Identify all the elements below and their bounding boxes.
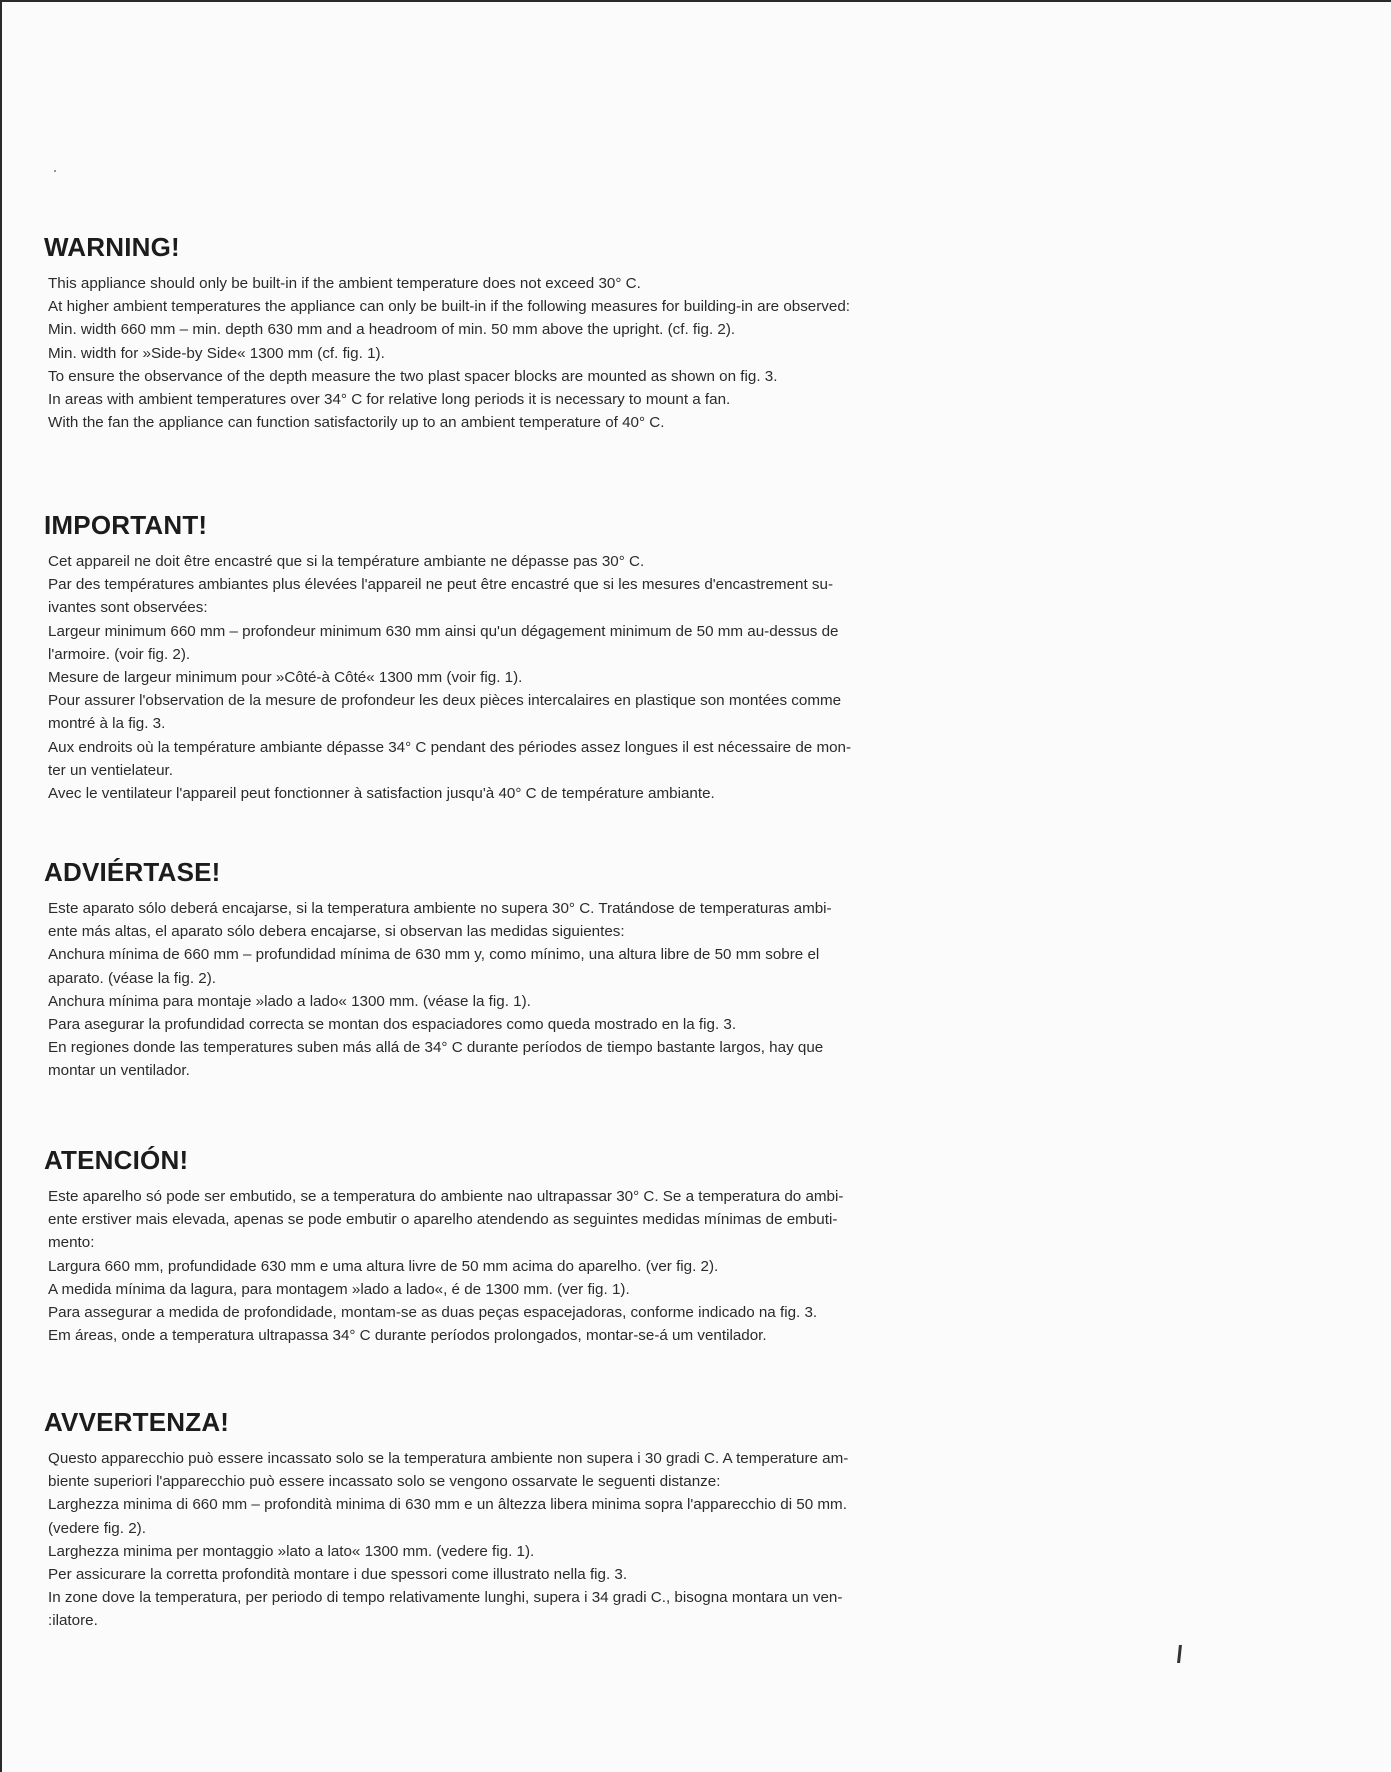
text-line: This appliance should only be built-in if the ambient temperature does not exceed 30° C.	[48, 275, 641, 292]
section-body	[48, 550, 1144, 805]
text-line: In areas with ambient temperatures over 34° C for relative long periods it is necessary to mount a fan.	[48, 391, 731, 409]
text-line: Aux endroits où la température ambiante dépasse 34° C pendant des périodes assez longues il est nécessaire de mon-	[48, 738, 852, 756]
text-line: (vedere fig. 2).	[48, 1519, 146, 1537]
text-line: Per assicurare la corretta profondità montare i due spessori come illustrato nella fig. 3.	[48, 1566, 628, 1584]
text-line: At higher ambient temperatures the appliance can only be built-in if the following measures for building-in are observed:	[48, 298, 851, 316]
text-line: Este aparelho só pode ser embutido, se a temperatura do ambiente nao ultrapassar 30° C. Se a temperatura do ambi-	[48, 1188, 844, 1205]
section-heading: WARNING!	[44, 232, 180, 262]
text-line: With the fan the appliance can function satisfactorily up to an ambient temperature of 40° C.	[48, 414, 665, 432]
text-line: aparato. (véase la fig. 2).	[48, 969, 216, 987]
section-important	[44, 510, 1144, 805]
text-line: Para asegurar la profundidad correcta se montan dos espaciadores como queda mostrado en la fig. 3.	[48, 1016, 737, 1034]
text-line: Anchura mínima para montaje »lado a lado« 1300 mm. (véase la fig. 1).	[48, 992, 531, 1010]
text-line: Pour assurer l'observation de la mesure de profondeur les deux pièces intercalaires en plastique son montées comme	[48, 692, 842, 710]
text-line: En regiones donde las temperatures suben más allá de 34° C durante períodos de tiempo bastante largos, hay que	[48, 1039, 824, 1057]
text-line: ente erstiver mais elevada, apenas se pode embutir o aparelho atendendo as seguintes medidas mínimas de embuti-	[48, 1211, 838, 1229]
text-line: ente más altas, el aparato sólo debera encajarse, si observan las medidas siguientes:	[48, 923, 625, 941]
text-line: Este aparato sólo deberá encajarse, si la temperatura ambiente no supera 30° C. Tratándose de temperaturas ambi-	[48, 900, 832, 917]
section-body	[48, 897, 1144, 1083]
text-line: :ilatore.	[48, 1612, 98, 1630]
section-body	[48, 1447, 1144, 1633]
text-line: montré à la fig. 3.	[48, 715, 166, 733]
text-line: ivantes sont observées:	[48, 599, 208, 617]
section-heading: ATENCIÓN!	[44, 1145, 189, 1175]
text-line: ter un ventielateur.	[48, 761, 173, 779]
text-line: Par des températures ambiantes plus élevées l'appareil ne peut être encastré que si les mesures d'encastrement su-	[48, 576, 833, 594]
section-adviertase	[44, 857, 1144, 1083]
section-body	[48, 272, 1144, 434]
section-heading: IMPORTANT!	[44, 510, 208, 540]
scan-edge-mark	[1177, 1645, 1182, 1663]
text-line: Largura 660 mm, profundidade 630 mm e uma altura livre de 50 mm acima do aparelho. (ver fig. 2).	[48, 1257, 719, 1275]
section-body	[48, 1185, 1144, 1347]
text-line: Em áreas, onde a temperatura ultrapassa 34° C durante períodos prolongados, montar-se-á um ventilador.	[48, 1327, 767, 1345]
section-atencion	[44, 1145, 1144, 1347]
text-line: Cet appareil ne doit être encastré que si la température ambiante ne dépasse pas 30° C.	[48, 553, 645, 570]
text-line: Para assegurar a medida de profondidade, montam-se as duas peças espacejadoras, conforme indicado na fig. 3.	[48, 1304, 818, 1322]
text-line: Mesure de largeur minimum pour »Côté-à Côté« 1300 mm (voir fig. 1).	[48, 669, 523, 687]
text-line: A medida mínima da lagura, para montagem »lado a lado«, é de 1300 mm. (ver fig. 1).	[48, 1280, 630, 1298]
section-heading: ADVIÉRTASE!	[44, 857, 221, 887]
text-line: Anchura mínima de 660 mm – profundidad mínima de 630 mm y, como mínimo, una altura libre de 50 mm sobre el	[48, 946, 820, 964]
text-line: To ensure the observance of the depth measure the two plast spacer blocks are mounted as shown on fig. 3.	[48, 367, 778, 385]
section-avvertenza	[44, 1407, 1144, 1633]
section-heading: AVVERTENZA!	[44, 1407, 230, 1437]
text-line: biente superiori l'apparecchio può essere incassato solo se vengono ossarvate le seguenti distanze:	[48, 1473, 721, 1491]
section-warning	[44, 232, 1144, 434]
text-line: Avec le ventilateur l'appareil peut fonctionner à satisfaction jusqu'à 40° C de température ambiante.	[48, 785, 715, 803]
text-line: Min. width for »Side-by Side« 1300 mm (cf. fig. 1).	[48, 344, 385, 362]
text-line: Larghezza minima per montaggio »lato a lato« 1300 mm. (vedere fig. 1).	[48, 1542, 535, 1560]
text-line: montar un ventilador.	[48, 1062, 190, 1080]
scan-speck	[54, 170, 56, 172]
text-line: Larghezza minima di 660 mm – profondità minima di 630 mm e un âltezza libera minima sopra l'apparecchio di 50 mm.	[48, 1496, 847, 1514]
text-line: Min. width 660 mm – min. depth 630 mm and a headroom of min. 50 mm above the upright. (cf. fig. 2).	[48, 321, 736, 339]
text-line: Questo apparecchio può essere incassato solo se la temperatura ambiente non supera i 30 gradi C. A temperature am-	[48, 1450, 849, 1467]
text-line: In zone dove la temperatura, per periodo di tempo relativamente lunghi, supera i 34 gradi C., bisogna montara un ven-	[48, 1589, 843, 1607]
text-line: mento:	[48, 1234, 95, 1252]
text-line: Largeur minimum 660 mm – profondeur minimum 630 mm ainsi qu'un dégagement minimum de 50 mm au-dessus de	[48, 622, 839, 640]
text-line: l'armoire. (voir fig. 2).	[48, 645, 191, 663]
